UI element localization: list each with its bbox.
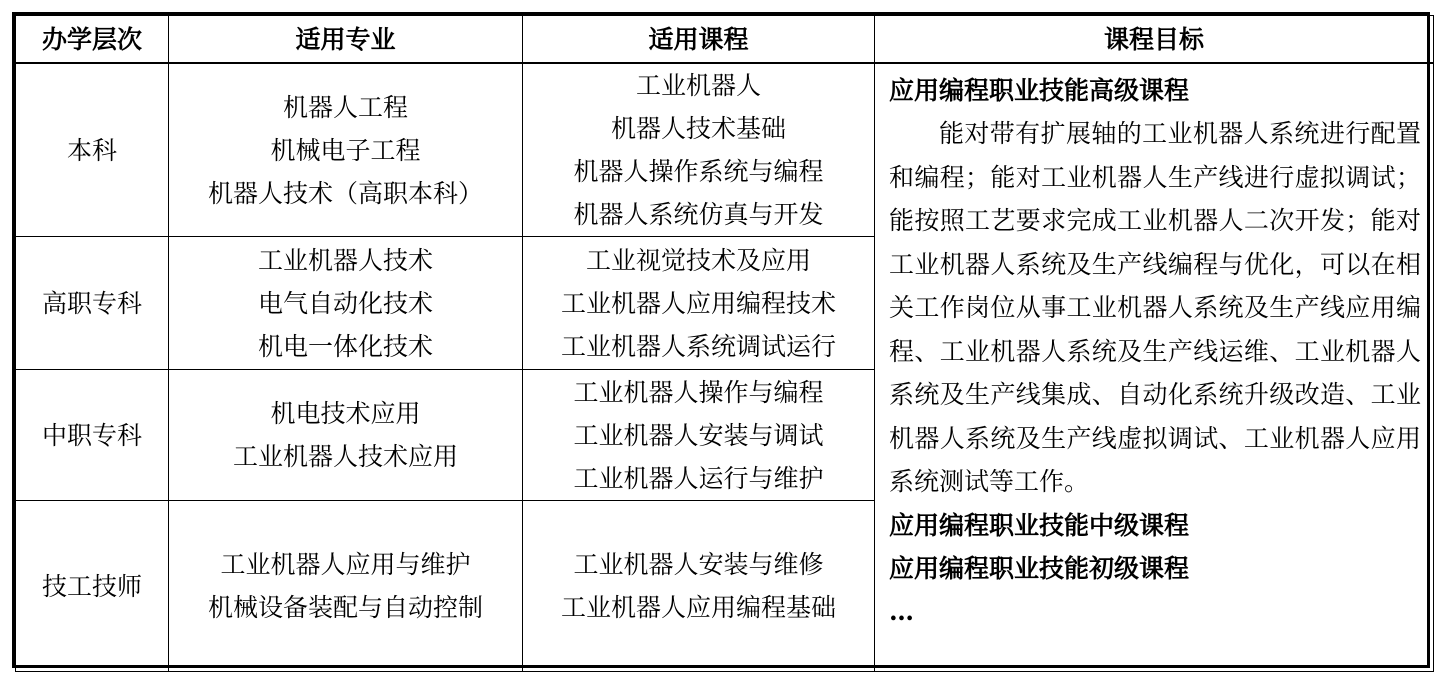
level-cell: 本科 (16, 63, 169, 237)
goal-advanced-title: 应用编程职业技能高级课程 (889, 76, 1190, 105)
course-table (12, 12, 1430, 668)
major-item: 机器人技术（高职本科） (207, 178, 483, 208)
header-row (16, 16, 1434, 64)
course-table-grid (15, 15, 1434, 672)
header-level: 办学层次 (16, 16, 169, 64)
course-item: 工业机器人 (635, 71, 761, 100)
course-item: 机器人技术基础 (610, 114, 786, 143)
level-cell: 中职专科 (16, 370, 169, 501)
course-item: 工业机器人安装与维修 (573, 550, 824, 579)
majors-cell (169, 237, 523, 370)
level-cell: 技工技师 (16, 501, 169, 672)
course-item: 机器人系统仿真与开发 (573, 200, 824, 229)
majors-cell (169, 501, 523, 672)
majors-cell (169, 63, 523, 237)
courses-cell (523, 237, 875, 370)
course-item: 工业机器人操作与编程 (573, 377, 824, 407)
courses-cell (523, 63, 875, 237)
table-row (16, 63, 1434, 237)
goal-ellipsis: … (889, 596, 914, 626)
course-item: 工业视觉技术及应用 (585, 245, 811, 275)
major-item: 机器人工程 (282, 92, 408, 122)
courses-cell (523, 370, 875, 501)
level-cell: 高职专科 (16, 237, 169, 370)
course-item: 机器人操作系统与编程 (573, 157, 824, 186)
goals-cell (875, 63, 1434, 672)
majors-cell (169, 370, 523, 501)
goal-beginner-title: 应用编程职业技能初级课程 (889, 553, 1190, 583)
course-item: 工业机器人应用编程技术 (560, 288, 836, 318)
major-item: 机械电子工程 (270, 135, 421, 165)
goal-intermediate-title: 应用编程职业技能中级课程 (889, 510, 1190, 540)
course-item: 工业机器人应用编程基础 (560, 593, 836, 622)
major-item: 机电一体化技术 (257, 331, 433, 361)
major-item: 工业机器人应用与维护 (220, 550, 471, 579)
goal-advanced-body: 能对带有扩展轴的工业机器人系统进行配置和编程；能对工业机器人生产线进行虚拟调试；能按照工艺要求完成工业机器人二次开发；能对工业机器人系统及生产线编程与优化，可以在相关工作岗位从事工业机器人系统及生产线应用编程、工业机器人系统及生产线运维、工业机器人系统及生产线集成、自动化系统升级改造、工业机器人系统及生产线虚拟调试、工业机器人应用系统测试等工作。 (889, 119, 1421, 496)
major-item: 工业机器人技术 (257, 245, 433, 275)
header-courses: 适用课程 (523, 16, 875, 64)
course-item: 工业机器人运行与维护 (573, 463, 824, 493)
major-item: 工业机器人技术应用 (232, 442, 458, 471)
major-item: 机电技术应用 (270, 399, 421, 428)
course-item: 工业机器人系统调试运行 (560, 331, 836, 361)
courses-cell (523, 501, 875, 672)
header-majors: 适用专业 (169, 16, 523, 64)
major-item: 电气自动化技术 (257, 288, 433, 318)
course-item: 工业机器人安装与调试 (573, 420, 824, 450)
header-goals: 课程目标 (875, 16, 1434, 64)
major-item: 机械设备装配与自动控制 (207, 593, 483, 622)
